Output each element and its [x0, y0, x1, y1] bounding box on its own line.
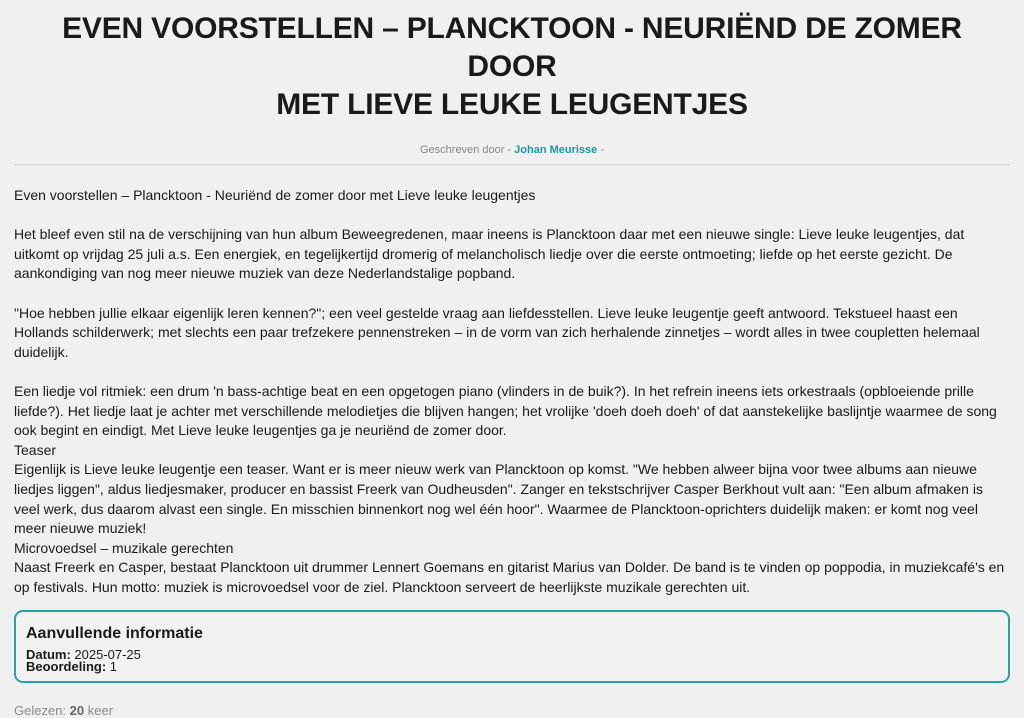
paragraph-announcement: Het bleef even stil na de verschijning van hun album Beweegredenen, maar ineens is Plancktoon daar met een nieuwe single: Lieve leuke leugentjes, dat uitkomt op vrijdag 25 juli a.s. Een energiek, en tegelijkertijd dromerig of melancholisch liedje over die eerste ontmoeting; liefde op het eerste gezicht. De aankondiging van nog meer nieuwe muziek van deze Nederlandstalige popband. — [14, 226, 965, 282]
additional-info-box — [14, 610, 1010, 683]
divider — [14, 164, 1010, 165]
info-date-value: 2025-07-25 — [70, 647, 141, 663]
additional-info-heading: Aanvullende informatie — [26, 625, 203, 643]
article-title-line-2: MET LIEVE LEUKE LEUGENTJES — [276, 88, 748, 121]
read-count-suffix: keer — [84, 703, 114, 718]
byline-suffix: - — [597, 144, 605, 156]
paragraph-spacer — [14, 362, 1010, 382]
paragraph-spacer — [14, 206, 1010, 226]
info-rating-value: 1 — [106, 659, 118, 675]
paragraph-spacer — [14, 284, 1010, 304]
article-title-line-1: EVEN VOORSTELLEN – PLANCKTOON - NEURIËND DE ZOMER DOOR — [62, 12, 962, 83]
subheading-microvoedsel: Microvoedsel – muzikale gerechten — [14, 539, 234, 556]
paragraph-teaser: Eigenlijk is Lieve leuke leugentje een teaser. Want er is meer nieuw werk van Plancktoon op komst. "We hebben alweer bijna voor twee albums aan nieuwe liedjes liggen", aldus liedjesmaker, producer en bassist Freerk van Oudheusden". Zanger en tekstschrijver Casper Berkhout vult aan: "Een album afmaken is veel werk, dus daarom alvast een single. En misschien binnenkort nog wel één hoor". Waarmee de Plancktoon-oprichters duidelijk maken: er komt nog veel meer nieuwe muziek! — [14, 461, 983, 537]
article-body — [14, 186, 1010, 597]
read-count-value: 20 — [69, 703, 85, 718]
read-count-prefix: Gelezen: — [14, 703, 70, 718]
paragraph-lyrics: "Hoe hebben jullie elkaar eigenlijk leren kennen?"; een veel gestelde vraag aan liefdesstellen. Lieve leuke leugentje geeft antwoord. Tekstueel haast een Hollands schilderwerk; met slechts een paar trefzekere pennenstreken – in de vorm van zich herhalende zinnetjes – wordt alles in twee coupletten helemaal duidelijk. — [14, 304, 980, 360]
author-link[interactable]: Johan Meurisse — [514, 144, 598, 156]
info-date-label: Datum: — [26, 647, 71, 663]
article-title — [14, 0, 1010, 124]
byline — [14, 143, 1010, 157]
read-count — [14, 703, 1010, 718]
paragraph-rhythm: Een liedje vol ritmiek: een drum 'n bass-achtige beat en een opgetogen piano (vlinders in de buik?). In het refrein ineens iets orkestraals (opbloeiende prille liefde?). Het liedje laat je achter met verschillende melodietjes die blijven hangen; het vrolijke 'doeh doeh doeh' of dat aanstekelijke baslijntje waarmee de song ook begint en eindigt. Met Lieve leuke leugentjes ga je neuriënd de zomer door. — [14, 382, 997, 439]
info-date-row — [26, 649, 998, 661]
info-rating-row — [26, 661, 998, 673]
paragraph-band: Naast Freerk en Casper, bestaat Plancktoon uit drummer Lennert Goemans en gitarist Marius van Dolder. De band is te vinden op poppodia, in muziekcafé's en op festivals. Hun motto: muziek is microvoedsel voor de ziel. Plancktoon serveert de heerlijkste muzikale gerechten uit. — [14, 559, 1005, 595]
byline-prefix: Geschreven door - — [419, 144, 515, 156]
paragraph-intro: Even voorstellen – Plancktoon - Neuriënd de zomer door met Lieve leuke leugentjes — [14, 187, 536, 203]
info-rating-label: Beoordeling: — [26, 659, 107, 675]
subheading-teaser: Teaser — [14, 441, 57, 458]
